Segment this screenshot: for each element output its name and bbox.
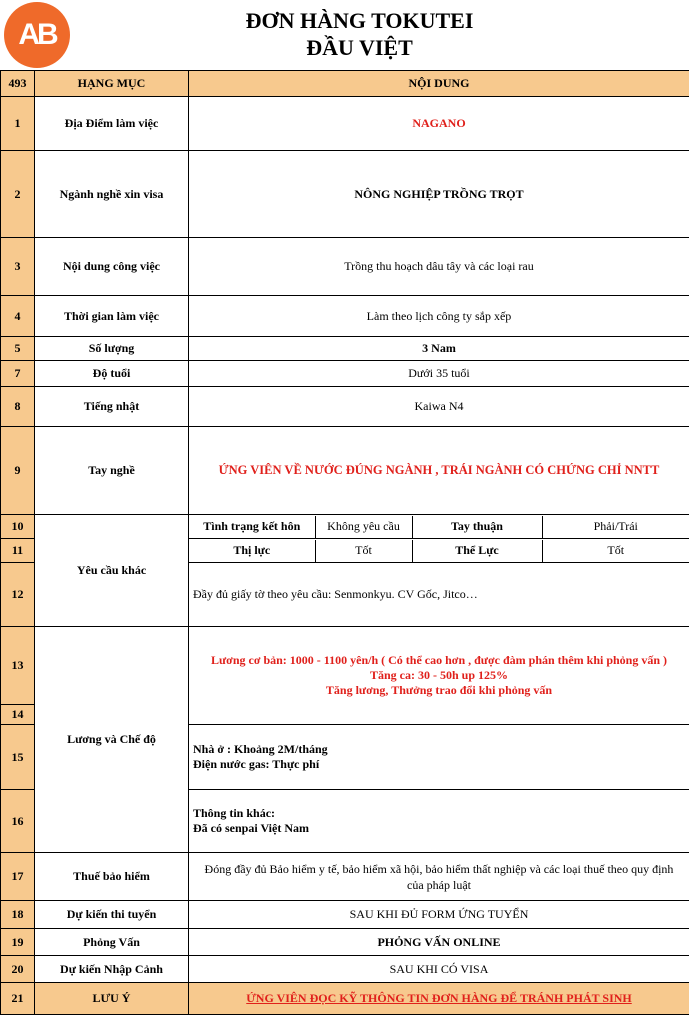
row-category-other: Yêu cầu khác xyxy=(35,515,189,627)
row-category: Tiếng nhật xyxy=(35,387,189,427)
marital-value: Không yêu cầu xyxy=(315,516,412,538)
row-content: SAU KHI ĐỦ FORM ỨNG TUYỂN xyxy=(189,901,689,929)
other-info-content xyxy=(189,790,689,853)
row-number: 14 xyxy=(1,705,35,725)
page-title: ĐƠN HÀNG TOKUTEI xyxy=(245,8,474,33)
row-content: PHỎNG VẤN ONLINE xyxy=(189,929,689,956)
row-content-notice: ỨNG VIÊN ĐỌC KỸ THÔNG TIN ĐƠN HÀNG ĐỂ TRÁNH PHÁT SINH xyxy=(189,983,689,1015)
housing-content xyxy=(189,725,689,790)
page-header xyxy=(0,0,689,70)
row-content: SAU KHI CÓ VISA xyxy=(189,956,689,983)
row-number: 4 xyxy=(1,296,35,337)
row-category: Dự kiến thi tuyển xyxy=(35,901,189,929)
row-number: 16 xyxy=(1,790,35,853)
row-number: 15 xyxy=(1,725,35,790)
order-table xyxy=(0,70,689,1015)
row-category: LƯU Ý xyxy=(35,983,189,1015)
table-row xyxy=(1,901,689,929)
row-number: 8 xyxy=(1,387,35,427)
marital-label: Tình trạng kết hôn xyxy=(189,516,315,538)
table-row xyxy=(1,515,689,539)
table-row xyxy=(1,97,689,151)
row-number: 13 xyxy=(1,627,35,705)
housing-line: Nhà ở : Khoảng 2M/tháng xyxy=(193,742,328,756)
table-row xyxy=(1,296,689,337)
page-subtitle: ĐẦU VIỆT xyxy=(306,35,413,60)
raise-line: Tăng lương, Thưởng trao đổi khi phỏng vấn xyxy=(325,683,553,697)
salary-content xyxy=(189,627,689,725)
header-number: 493 xyxy=(1,71,35,97)
row-category: Địa Điểm làm việc xyxy=(35,97,189,151)
row-number: 21 xyxy=(1,983,35,1015)
row-category: Thời gian làm việc xyxy=(35,296,189,337)
row-category: Số lượng xyxy=(35,337,189,361)
row-category: Độ tuổi xyxy=(35,361,189,387)
row-category-salary: Lương và Chế độ xyxy=(35,627,189,853)
row-number: 3 xyxy=(1,238,35,296)
header-content: NỘI DUNG xyxy=(189,71,689,97)
handedness-label: Tay thuận xyxy=(412,516,542,538)
table-row xyxy=(1,427,689,515)
row-number: 9 xyxy=(1,427,35,515)
other-info-value: Đã có senpai Việt Nam xyxy=(193,821,309,835)
table-row xyxy=(1,238,689,296)
fitness-label: Thể Lực xyxy=(412,540,542,562)
row-content: NAGANO xyxy=(189,97,689,151)
table-row xyxy=(1,929,689,956)
row-number: 1 xyxy=(1,97,35,151)
row-category: Phỏng Vấn xyxy=(35,929,189,956)
row-category: Thuế bảo hiểm xyxy=(35,853,189,901)
row-number: 11 xyxy=(1,539,35,563)
table-row xyxy=(1,337,689,361)
eyesight-label: Thị lực xyxy=(189,540,315,562)
row-number: 12 xyxy=(1,563,35,627)
fitness-value: Tốt xyxy=(607,543,625,557)
row-content xyxy=(189,515,689,539)
table-row xyxy=(1,361,689,387)
row-number: 19 xyxy=(1,929,35,956)
header-category: HẠNG MỤC xyxy=(35,71,189,97)
table-row xyxy=(1,956,689,983)
table-row xyxy=(1,387,689,427)
other-info-label: Thông tin khác: xyxy=(193,806,276,820)
table-row xyxy=(1,151,689,238)
row-content: Làm theo lịch công ty sắp xếp xyxy=(189,296,689,337)
utilities-line: Điện nước gas: Thực phí xyxy=(193,757,320,771)
row-number: 17 xyxy=(1,853,35,901)
row-content: Đóng đầy đủ Bảo hiểm y tế, bảo hiểm xã hội, bảo hiểm thất nghiệp và các loại thuế theo quy định của pháp luật xyxy=(189,853,689,901)
row-number: 2 xyxy=(1,151,35,238)
row-category: Ngành nghề xin visa xyxy=(35,151,189,238)
row-content: Trồng thu hoạch dâu tây và các loại rau xyxy=(189,238,689,296)
table-row xyxy=(1,853,689,901)
row-number: 18 xyxy=(1,901,35,929)
eyesight-value: Tốt xyxy=(315,540,412,562)
row-category: Tay nghề xyxy=(35,427,189,515)
row-content: NÔNG NGHIỆP TRỒNG TRỌT xyxy=(189,151,689,238)
table-row xyxy=(1,627,689,705)
row-content xyxy=(189,539,689,563)
handedness-value: Phải/Trái xyxy=(593,519,638,533)
table-row xyxy=(1,983,689,1015)
row-number: 20 xyxy=(1,956,35,983)
row-number: 10 xyxy=(1,515,35,539)
overtime-line: Tăng ca: 30 - 50h up 125% xyxy=(369,668,509,682)
salary-line: Lương cơ bản: 1000 - 1100 yên/h ( Có thể cao hơn , được đàm phán thêm khi phỏng vấn ) xyxy=(210,653,668,667)
ab-logo: AB xyxy=(4,2,70,68)
table-header-row xyxy=(1,71,689,97)
row-content: Kaiwa N4 xyxy=(189,387,689,427)
row-content: 3 Nam xyxy=(189,337,689,361)
row-category: Nội dung công việc xyxy=(35,238,189,296)
row-content: Dưới 35 tuổi xyxy=(189,361,689,387)
row-category: Dự kiến Nhập Cảnh xyxy=(35,956,189,983)
row-content: Đầy đủ giấy tờ theo yêu cầu: Senmonkyu. CV Gốc, Jitco… xyxy=(189,563,689,627)
row-content: ỨNG VIÊN VỀ NƯỚC ĐÚNG NGÀNH , TRÁI NGÀNH CÓ CHỨNG CHỈ NNTT xyxy=(189,427,689,515)
row-number: 7 xyxy=(1,361,35,387)
row-number: 5 xyxy=(1,337,35,361)
